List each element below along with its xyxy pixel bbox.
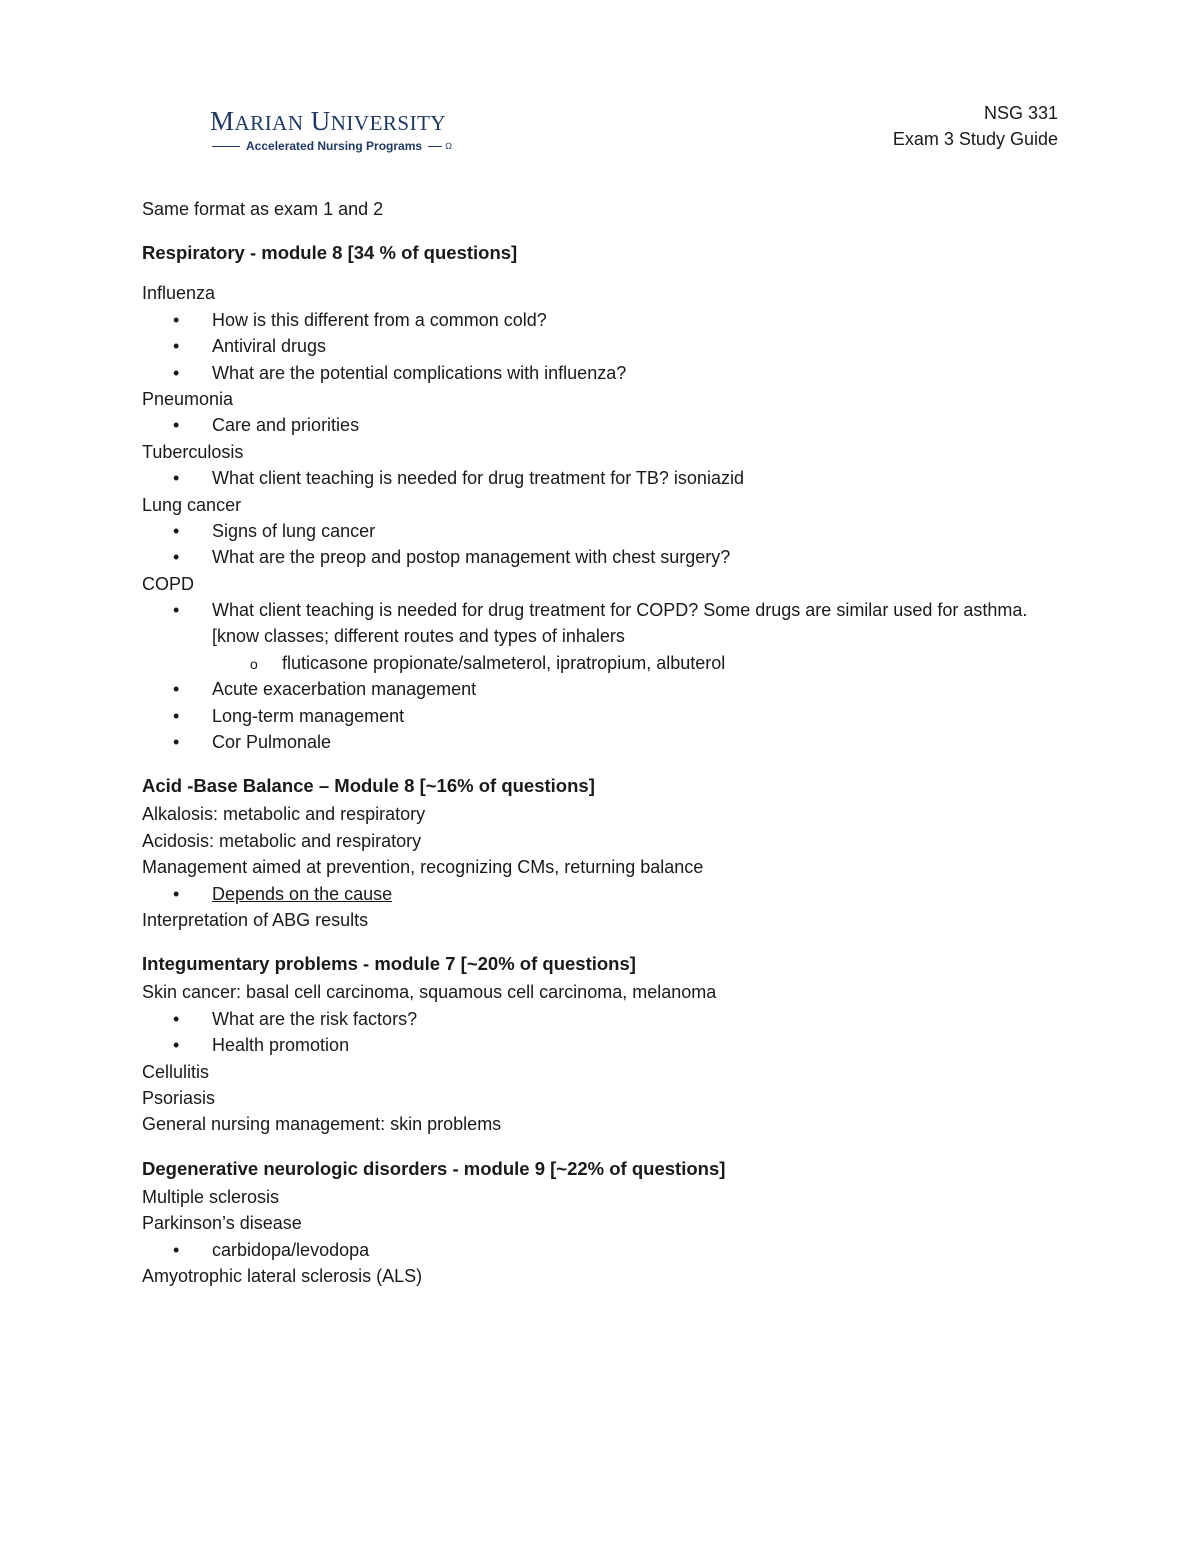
list-item: • What are the risk factors? xyxy=(142,1006,1042,1032)
topic-pneumonia: Pneumonia xyxy=(142,388,234,409)
list-item: • What client teaching is needed for drug treatment for COPD? Some drugs are similar used for asthma. [know classes; different routes and types of inhalers xyxy=(142,597,1042,650)
study-guide-body xyxy=(142,196,1042,1289)
list-item: • Care and priorities xyxy=(142,412,1042,438)
logo-mark-icon: Ω xyxy=(445,141,452,151)
topic-line: Management aimed at prevention, recognizing CMs, returning balance xyxy=(142,857,704,878)
university-logo xyxy=(210,106,480,153)
topic-line: Parkinson’s disease xyxy=(142,1213,302,1234)
topic-line: Skin cancer: basal cell carcinoma, squamous cell carcinoma, melanoma xyxy=(142,982,717,1003)
topic-line: Multiple sclerosis xyxy=(142,1186,280,1207)
list-item: • Signs of lung cancer xyxy=(142,518,1042,544)
topic-line: Alkalosis: metabolic and respiratory xyxy=(142,804,426,825)
topic-influenza: Influenza xyxy=(142,283,216,304)
topic-line: Acidosis: metabolic and respiratory xyxy=(142,830,422,851)
document-title: Exam 3 Study Guide xyxy=(892,129,1058,149)
topic-line: Interpretation of ABG results xyxy=(142,910,369,931)
logo-wordmark: MARIAN UNIVERSITY xyxy=(210,106,447,136)
topic-line: Amyotrophic lateral sclerosis (ALS) xyxy=(142,1265,423,1286)
list-item: • What are the preop and postop management with chest surgery? xyxy=(142,544,1042,570)
section-heading-respiratory: Respiratory - module 8 [34 % of questions] xyxy=(142,242,518,264)
list-item: • Health promotion xyxy=(142,1032,1042,1058)
list-item: • Acute exacerbation management xyxy=(142,676,1042,702)
section-heading-neurologic: Degenerative neurologic disorders - module 9 [~22% of questions] xyxy=(142,1157,726,1179)
list-item: • What are the potential complications with influenza? xyxy=(142,360,1042,386)
list-item: • Cor Pulmonale xyxy=(142,729,1042,755)
sub-list-item: o fluticasone propionate/salmeterol, ipratropium, albuterol xyxy=(142,650,1042,676)
course-header xyxy=(893,100,1058,152)
intro-text: Same format as exam 1 and 2 xyxy=(142,199,384,219)
list-item xyxy=(142,881,1042,907)
logo-subtitle: Accelerated Nursing Programs Ω xyxy=(210,139,480,153)
course-code: NSG 331 xyxy=(983,103,1058,123)
list-item: • How is this different from a common cold? xyxy=(142,307,1042,333)
list-item: • carbidopa/levodopa xyxy=(142,1237,1042,1263)
topic-line: General nursing management: skin problems xyxy=(142,1114,502,1135)
topic-tuberculosis: Tuberculosis xyxy=(142,441,244,462)
topic-line: Psoriasis xyxy=(142,1087,216,1108)
topic-copd: COPD xyxy=(142,573,195,594)
list-item: • What client teaching is needed for drug treatment for TB? isoniazid xyxy=(142,465,1042,491)
topic-lung-cancer: Lung cancer xyxy=(142,494,242,515)
list-item: • Long-term management xyxy=(142,703,1042,729)
section-heading-integumentary: Integumentary problems - module 7 [~20% of questions] xyxy=(142,953,636,975)
topic-line: Cellulitis xyxy=(142,1061,210,1082)
underlined-text: Depends on the cause xyxy=(212,883,393,904)
list-item: • Antiviral drugs xyxy=(142,333,1042,359)
section-heading-acid-base: Acid -Base Balance – Module 8 [~16% of questions] xyxy=(142,775,595,797)
